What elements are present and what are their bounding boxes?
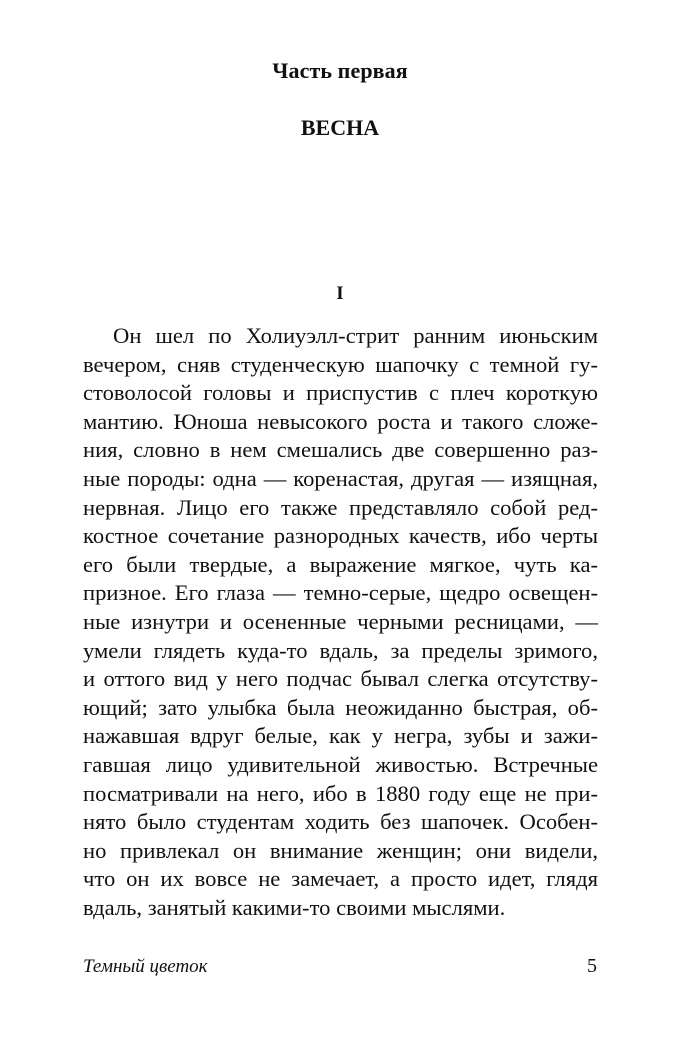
text-line: ные породы: одна — коренастая, другая — изящная, (83, 465, 598, 491)
text-line: нято было студентам ходить без шапочек. Особен- (83, 809, 598, 835)
section-title: ВЕСНА (300, 115, 380, 140)
page-number: 5 (587, 955, 597, 977)
text-line: гавшая лицо удивительной живостью. Встречные (83, 751, 598, 777)
text-line: вечером, сняв студенческую шапочку с темной гу- (83, 351, 598, 377)
text-line: стоволосой головы и приспустив с плеч короткую (83, 380, 598, 406)
text-line: умели глядеть куда-то вдаль, за пределы зримого, (83, 637, 598, 663)
text-line: и оттого вид у него подчас бывал слегка отсутству- (83, 666, 598, 692)
text-line: призное. Его глаза — темно-серые, щедро освещен- (83, 580, 598, 606)
chapter-number: I (336, 283, 344, 304)
text-line: вдаль, занятый какими-то своими мыслями. (83, 894, 506, 920)
text-line: посматривали на него, ибо в 1880 году еще не при- (83, 780, 598, 806)
text-line: Он шел по Холиуэлл-стрит ранним июньским (113, 323, 598, 348)
text-line: костное сочетание разнородных качеств, ибо черты (83, 523, 598, 549)
text-line: его были твердые, а выражение мягкое, чуть ка- (83, 551, 598, 577)
running-title: Темный цветок (83, 956, 208, 977)
text-line: но привлекал он внимание женщин; они видели, (83, 837, 598, 863)
text-line: ния, словно в нем смешались две совершенно раз- (83, 437, 598, 463)
text-line: нажавшая вдруг белые, как у негра, зубы и зажи- (83, 723, 598, 749)
text-line: нервная. Лицо его также представляло собой ред- (83, 494, 598, 520)
chapter-body (83, 322, 598, 922)
text-line: что он их вовсе не замечает, а просто идет, глядя (83, 866, 598, 892)
text-line: мантию. Юноша невысокого роста и такого сложе- (83, 408, 598, 434)
part-title: Часть первая (272, 58, 408, 83)
text-line: ющий; зато улыбка была неожиданно быстрая, об- (83, 694, 598, 720)
text-line: ные изнутри и осененные черными ресницами, — (83, 608, 598, 634)
